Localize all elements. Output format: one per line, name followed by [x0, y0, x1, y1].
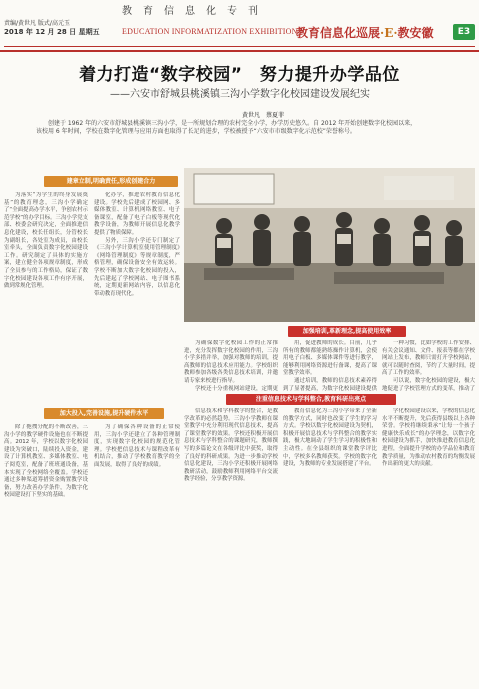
classroom-photo	[184, 168, 475, 322]
column-title-main: 教育信息化巡展	[296, 26, 381, 40]
editor-line: 责编/黄世凡 版式/高元玉	[4, 20, 70, 27]
article-subhead: ——六安市舒城县桃溪镇三沟小学数字化校园建设发展纪实	[110, 89, 370, 100]
paragraph: 一种习惯，比如学校的工作安排、有关会议通知、文件、报表等都在学校网站上发布，教师只需打开学校网站，就可以随时查阅，节约了大量时间，提高了工作的效率。	[382, 340, 475, 377]
column-7-text	[283, 408, 377, 686]
column-5-text	[382, 340, 475, 392]
column-4-text	[283, 340, 377, 392]
english-column-title: EDUCATION INFORMATIZATION EXHIBITION	[122, 27, 298, 36]
paragraph: 用，促进教师的成长。目前，几乎所有的教师都能熟练操作计算机，会使用电子白板、多媒体课件等进行教学，能够利用网络资源进行备课，提高了课堂教学效率。	[283, 340, 377, 377]
paragraph: 信息技术和学科教学的整合，是教学改革的必然趋势。三沟小学教师在课堂教学中充分利用现代信息技术，提高了课堂教学的效果。学校还积极开展信息技术与学科整合的课题研究，教师撰写的多篇论文在各级评比中获奖，取得了良好的科研成果。为进一步推动学校信息化建设，三沟小学还积极开展网络教研活动，鼓励教师利用网络平台交流教学经验，分享教学资源。	[184, 408, 278, 483]
paragraph: 通过培训，教师的信息技术素养得到了显著提高，为数字化校园建设提供	[283, 377, 377, 392]
issue-date: 2018 年 12 月 28 日 星期五	[4, 28, 100, 36]
section-heading-2: 加大投入,完善设施,提升硬件水平	[44, 408, 164, 419]
column-2b-text	[94, 424, 180, 686]
column-title-sep: ·E·	[380, 26, 398, 40]
column-1-text	[4, 192, 88, 414]
page-number-badge: E3	[453, 24, 475, 40]
paragraph: 学化校园建设以来，学校的信息化水平不断提升，先后获得县级以上各种荣誉。学校将继续秉承“让每一个孩子健康快乐成长”的办学理念，以数字化校园建设为抓手，加快推进教育信息化进程，全面提升学校的办学品位和教育教学质量，为推动农村教育的均衡发展作出新的更大的贡献。	[382, 408, 475, 468]
paragraph: 学校还十分重视网站建设，定期更	[195, 385, 278, 392]
column-1b-text	[4, 424, 88, 686]
column-title-sub: 教安徽	[397, 26, 434, 40]
column-8-text	[382, 408, 475, 686]
paragraph: 另外，三沟小学还专门制定了《三沟小学计算机室使用管理制度》《网络管理制度》等规章制度，严格管理，确保设备安全有效运转。学校不断加大数字化校园的投入，先后建起了学校网站、电子图书系统，定期更新网站内容，以信息化带动教育现代化。	[94, 237, 180, 297]
channel-title: 教育信息化专刊	[122, 6, 269, 17]
column-6-text	[184, 408, 278, 686]
paragraph: 为落实“为学生的终身发展奠基”的教育理念，三沟小学确定了“全面提高办学水平，争创农村示范学校”的办学目标。三沟小学党支部、校委会研究决定，全面推进信息化建设，校长任组长，分管校长为副组长，各处室为成员，由校长室牵头，全面负责数字化校园建设工作。研究制定了具体的实施方案，建立健全各项规章制度，形成了全员参与的工作格局，保证了数字化校园建设各项工作有序开展，做到常规化管理。	[4, 192, 88, 290]
masthead-rule	[4, 46, 475, 50]
article-headline: 着力打造“数字校园” 努力提升办学品位	[79, 65, 400, 85]
article-intro: 创建于 1962 年的六安市舒城县桃溪镇三沟小学，是一所规划合理的农村完全小学，办学历史悠久。自 2012 年开始创建数字化校园以来，该校用 6 年时间，学校在数字化管理与应用方面也取得了长足的进步，学校被授予“六安市市级数字化示范校”荣誉称号。	[36, 120, 417, 136]
paragraph: 可以说，数字化校园的建设，极大地促进了学校管理方式的变革，推动了	[382, 377, 475, 392]
paragraph: 除了拖拽分配的不断改善，三沟小学的教学硬件设施也在不断提高。2012 年，学校以数字化校园建设为突破口，陆续投入资金，建设了计算机教室、多媒体教室、电子阅览室，配备了班班通设备，基本实现了全校网络全覆盖。学校还通过多种渠道筹措资金购置教学设备，努力改善办学条件，为数字化校园建设打下坚实的基础。	[4, 424, 88, 499]
column-2-text	[94, 192, 180, 414]
paragraph: 教育信息化为三沟小学带来了全新的教学方式，同时也改变了学生的学习方式。学校以数字化校园建设为契机，积极开展信息技术与学科整合的教学实践，极大地调动了学生学习的积极性和主动性。在全县组织的课堂教学评比中，学校多名教师获奖。学校的数字化建设，为教师的专业发展搭建了平台。	[283, 408, 377, 468]
paragraph: 为了确保各种设备的正常使用，三沟小学还建立了各种管理制度，实现数字化校园的规范化管理。学校把信息技术与课程改革有机结合，推动了学校教育教学的全面发展，取得了良好的成绩。	[94, 424, 180, 468]
section-heading-4: 注重信息技术与学科整合,教育科研出亮点	[226, 394, 396, 405]
article-byline: 黄世凡 蔡夏菲	[242, 112, 285, 119]
paragraph: 化办学，推进农村教育信息化建设。学校先后建成了校园网、多媒体教室、计算机网络教室、电子备课室，配备了电子白板等现代化教学设备，为教师开展信息化教学提供了物质保障。	[94, 192, 180, 236]
masthead	[0, 0, 479, 52]
section-heading-1: 建章立制,明确责任,形成创建合力	[44, 176, 178, 187]
paragraph: 为确保数字化校园工作的正常推进，充分发挥数字化校园的作用，三沟小学多措并举，加强对教师的培训，提高教师的信息技术应用能力。学校组织教师参加各级各类信息技术培训，并邀请专家来校进行指导。	[184, 340, 278, 384]
section-heading-3: 加强培训,革新理念,提高使用效率	[288, 326, 406, 337]
edition-meta	[4, 19, 100, 37]
photo-illustration	[184, 168, 475, 322]
column-3-text	[184, 340, 278, 392]
chinese-column-title	[296, 24, 434, 41]
